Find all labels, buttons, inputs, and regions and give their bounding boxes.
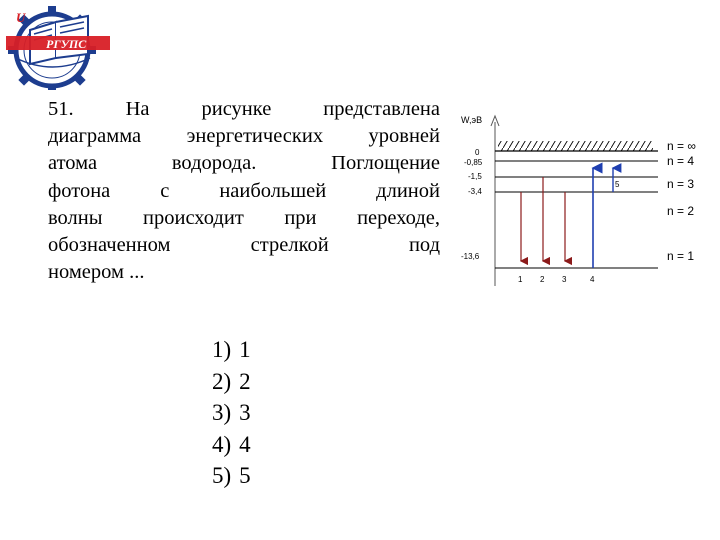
logo-graphic [2,2,114,90]
answer-options [212,334,251,492]
question-line: 51. На рисунке представлена [48,98,440,120]
question-line: волны происходит при переходе, [48,206,440,229]
question-line: номером ... [48,261,145,284]
answer-value: 1 [239,337,251,362]
question-line: фотона с наибольшей длиной [48,179,440,202]
question-line: диаграмма энергетических уровней [48,125,440,148]
energy-tick: -3,4 [468,187,482,196]
energy-tick: -1,5 [468,172,482,181]
answer-number: 5) [212,463,232,488]
question-text [48,96,440,286]
axis-label: W,эВ [461,115,483,125]
arrow-label: 2 [540,275,545,284]
answer-number: 2) [212,368,232,394]
level-label: n = 1 [667,249,695,263]
energy-tick: -13,6 [461,252,480,261]
answer-number: 4) [212,431,232,457]
answer-option-1[interactable] [212,334,251,366]
answer-option-5[interactable] [212,460,251,492]
answer-value: 2 [239,368,251,394]
continuum-hatch [498,141,653,151]
arrow-label: 3 [562,275,567,284]
level-label: n = 3 [667,177,695,191]
energy-tick: 0 [475,148,480,157]
university-logo [2,2,114,90]
answer-value: 5 [239,463,251,488]
level-label: n = 2 [667,204,695,218]
logo-letter: U [16,10,26,25]
arrow-label: 5 [615,180,620,189]
answer-value: 3 [239,400,251,425]
question-line: атома водорода. Поглощение [48,152,440,175]
energy-level-diagram [455,108,705,298]
logo-text: РГУПС [46,37,87,51]
arrow-label: 4 [590,275,595,284]
answer-option-2[interactable] [212,366,251,398]
answer-number: 3) [212,400,232,425]
answer-option-4[interactable] [212,429,251,461]
answer-number: 1) [212,337,232,362]
answer-option-3[interactable] [212,397,251,429]
energy-tick: -0,85 [464,158,483,167]
question-line: обозначенном стрелкой под [48,234,440,257]
answer-value: 4 [239,431,251,457]
level-label: n = ∞ [667,139,696,153]
arrow-label: 1 [518,275,523,284]
level-label: n = 4 [667,154,695,168]
